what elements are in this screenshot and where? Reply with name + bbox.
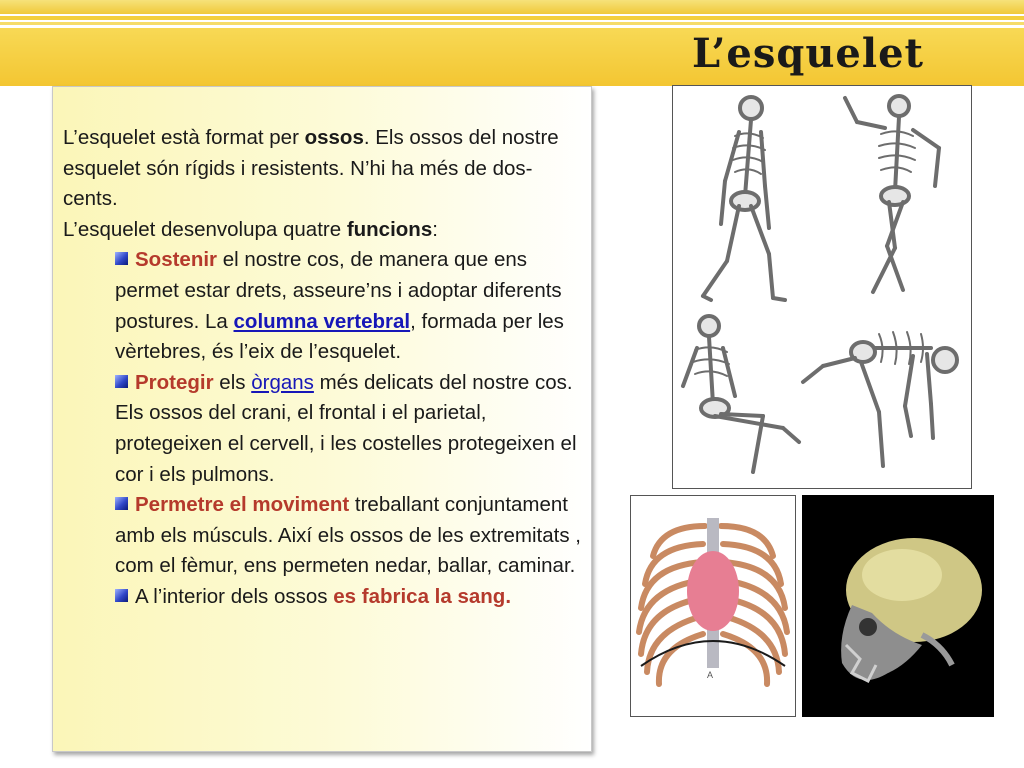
bullet-sostenir	[115, 245, 583, 367]
bullet-title: Sostenir	[135, 248, 218, 272]
bullet-text: A l’interior dels ossos	[135, 584, 334, 608]
skull-image	[802, 495, 994, 717]
bullet-protegir	[115, 368, 583, 490]
intro-text: L’esquelet està format per	[63, 126, 305, 149]
bullet-square-icon	[115, 375, 128, 388]
bullet-text: el nostre cos, de manera que ens permet estar drets, asseure’ns i adoptar diferents postures. La	[115, 248, 562, 333]
header-band-top	[0, 0, 1024, 14]
bullet-square-icon	[115, 589, 128, 602]
intro-paragraph	[63, 123, 583, 215]
header-stripe	[0, 16, 1024, 20]
text-panel	[52, 86, 592, 752]
columna-vertebral-link[interactable]: columna vertebral	[233, 309, 411, 333]
bullet-text: , formada per les vèrtebres, és l’eix de l’esquelet.	[115, 309, 564, 364]
bullet-moviment	[115, 490, 583, 582]
panel-text	[63, 123, 583, 613]
functions-bold-word: funcions	[346, 217, 433, 241]
rib-cage-image	[630, 495, 796, 717]
header-stripe	[0, 22, 1024, 25]
functions-text: L’esquelet desenvolupa quatre	[63, 217, 347, 241]
slide-title: L’esquelet	[691, 30, 924, 77]
bullet-title: Protegir	[135, 370, 214, 394]
intro-bold-word: ossos	[304, 126, 364, 149]
bullet-text: més delicats del nostre cos. Els ossos del crani, el frontal i el parietal, protegeixen el cervell, i les costelles protegeixen el cor i els pulmons.	[115, 370, 577, 486]
bullet-square-icon	[115, 497, 128, 510]
rib-cage-illustration	[631, 496, 795, 716]
bullet-square-icon	[115, 252, 128, 265]
bullet-title: Permetre el moviment	[135, 493, 350, 517]
organs-link[interactable]: òrgans	[251, 370, 314, 394]
intro-text: . Els ossos del nostre esquelet són rígids i resistents. N’hi ha més de dos-cents.	[63, 126, 559, 211]
bullet-sang	[115, 582, 583, 613]
functions-text: :	[432, 217, 438, 241]
bullet-text: treballant conjuntament amb els músculs. Així els ossos de les extremitats , com el fèmur, ens permeten nedar, ballar, caminar.	[115, 493, 581, 578]
skeletons-image	[672, 85, 972, 489]
rib-image-label: A	[707, 670, 714, 680]
skull-illustration	[802, 495, 994, 717]
bullet-title: es fabrica la sang.	[333, 584, 512, 608]
functions-paragraph	[63, 215, 583, 246]
bullet-text: els	[213, 370, 252, 394]
skeletons-illustration	[673, 86, 971, 488]
